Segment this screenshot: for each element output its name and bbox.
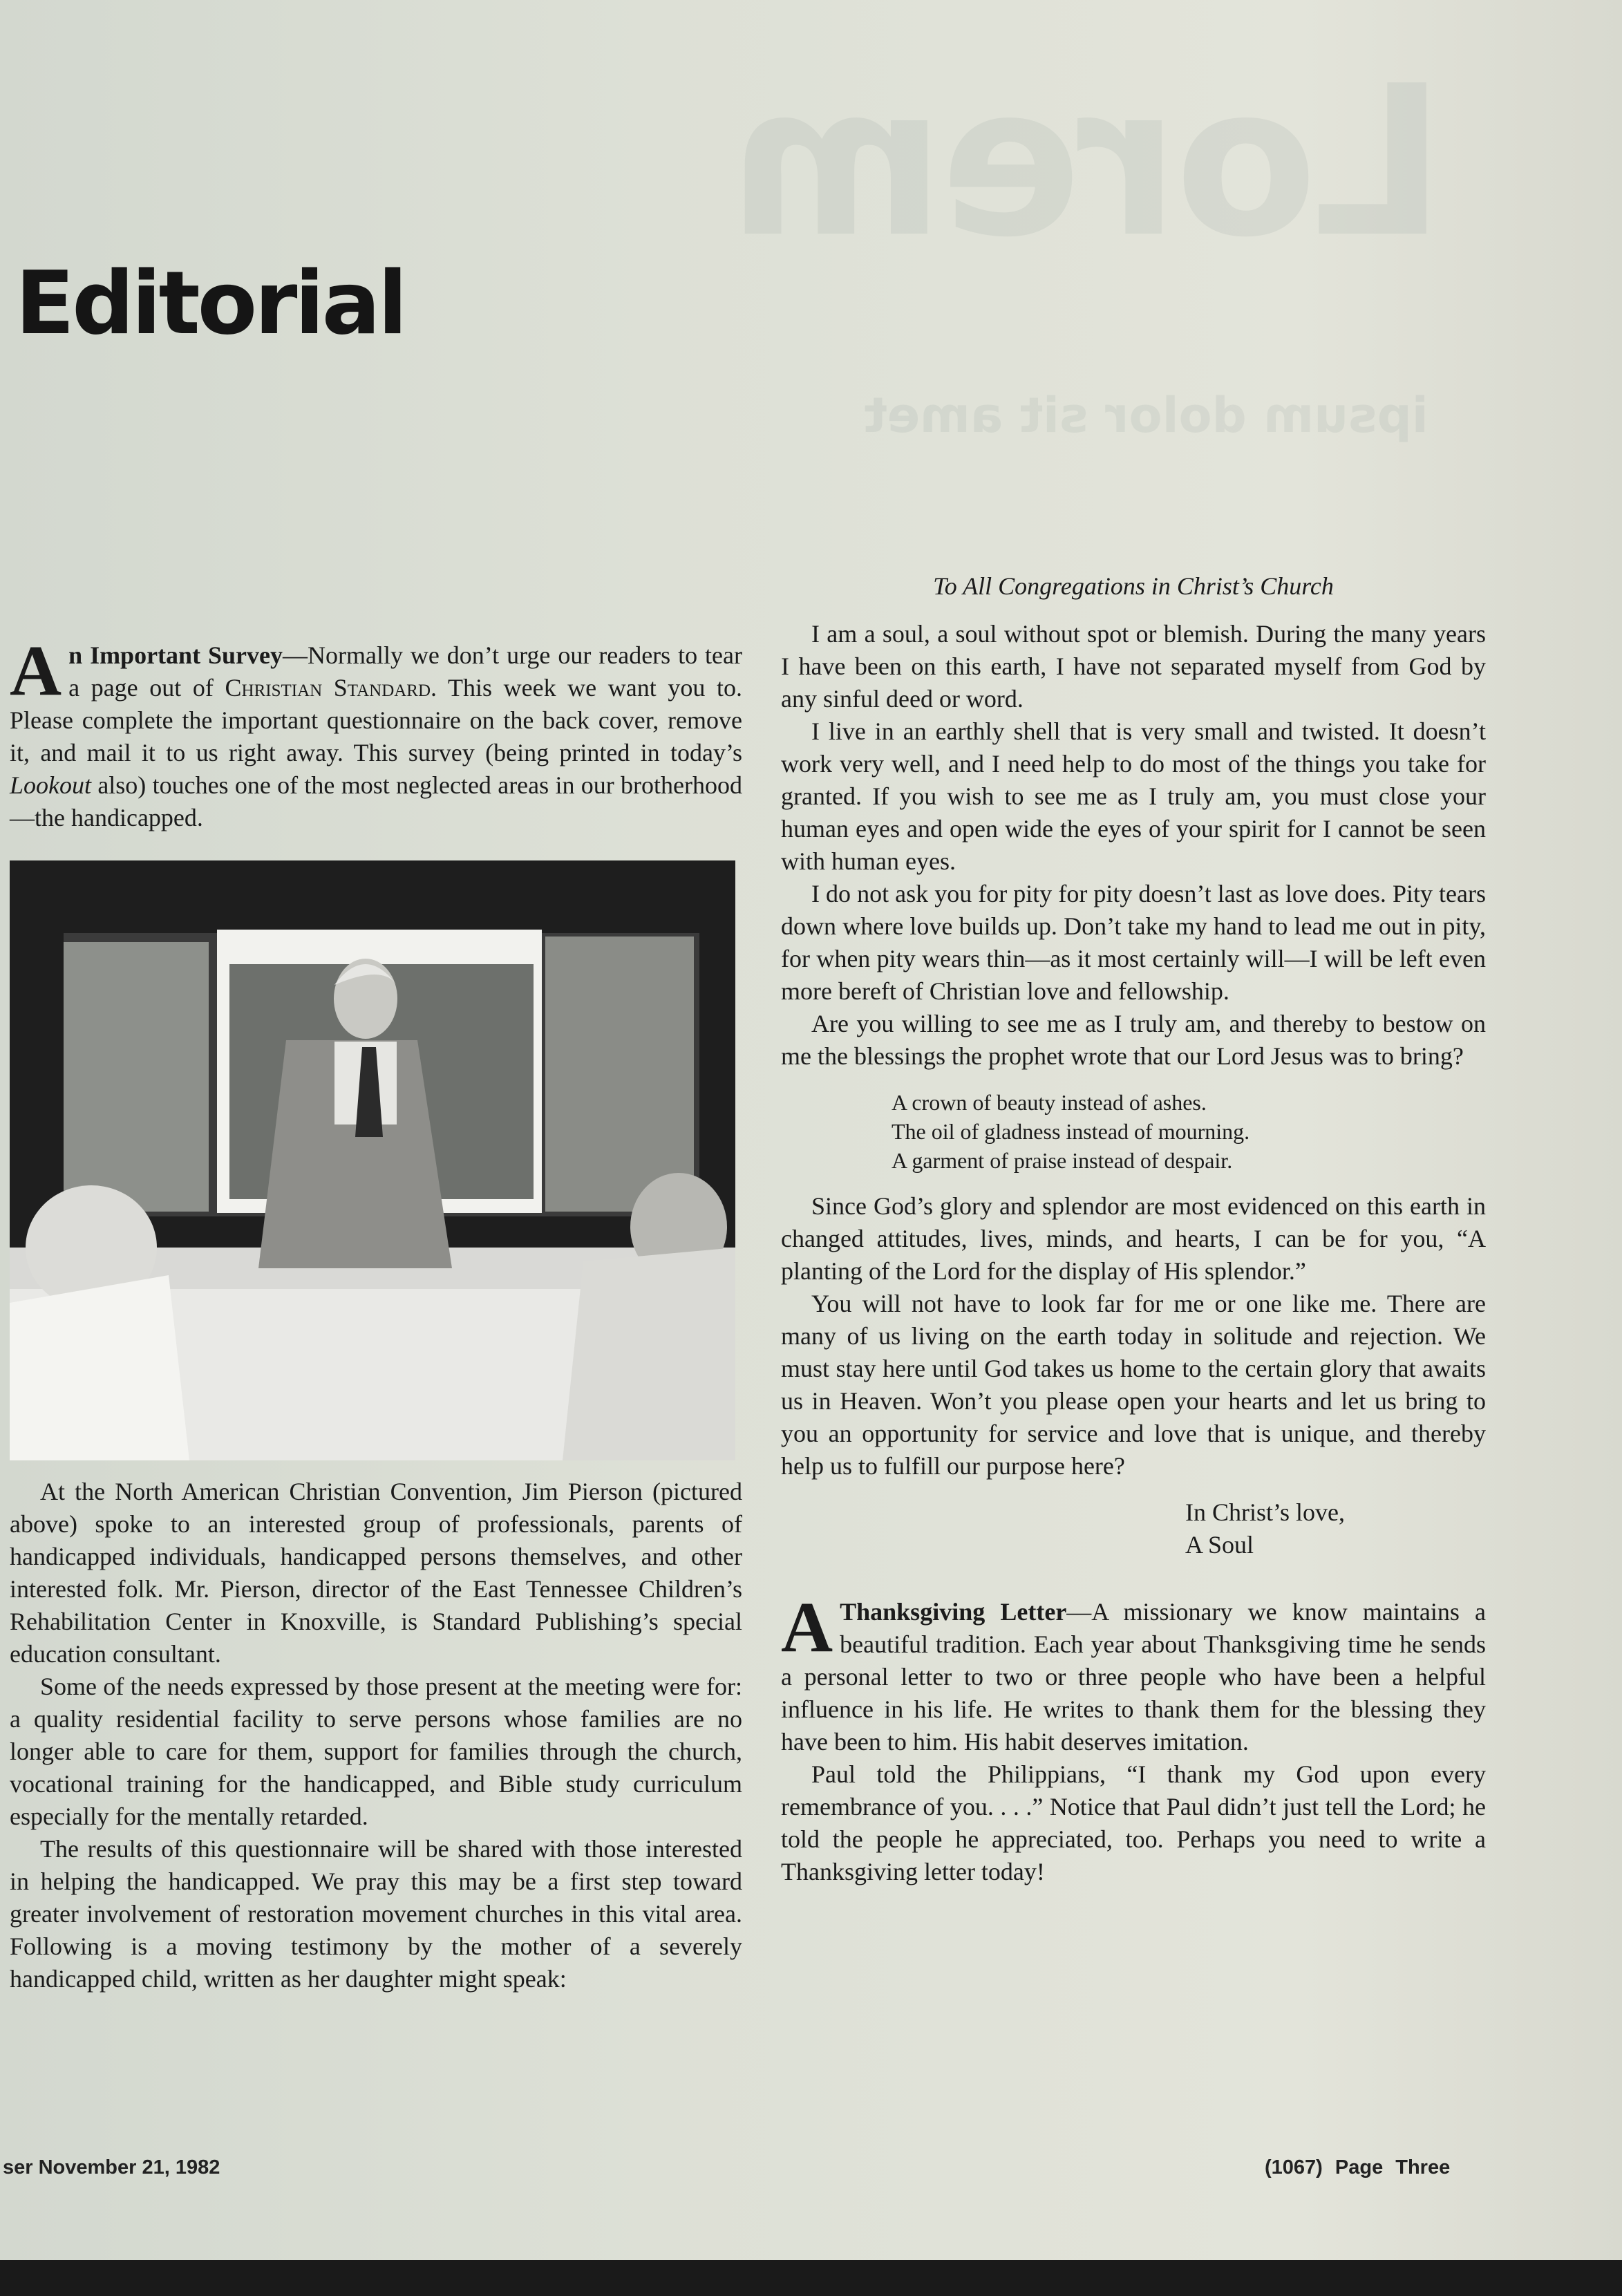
letter-paragraph: I am a soul, a soul without spot or blemish. During the many years I have been on this earth, I have not separated myself from God by any sinful deed or word. <box>781 620 1486 713</box>
thanksgiving-text: —A missionary we know maintains a beautiful tradition. Each year about Thanksgiving time he sends a personal letter to two or three people who have been a helpful influence in his life. He writes to thank them for the blessing they have been to him. His habit deserves imitation. <box>781 1598 1486 1756</box>
right-column <box>781 570 1486 1888</box>
survey-paragraph <box>10 631 742 834</box>
letter-salutation: To All Congregations in Christ’s Church <box>933 572 1334 600</box>
convention-paragraph: At the North American Christian Convention, Jim Pierson (pictured above) spoke to an interested group of professionals, parents of handicapped individuals, handicapped persons themselves, and other interested folk. Mr. Pierson, director of the East Tennessee Children’s Rehabilitation Center in Knoxville, is Standard Publishing’s special education consultant. <box>10 1478 742 1668</box>
drop-cap: A <box>10 631 62 711</box>
needs-paragraph: Some of the needs expressed by those present at the meeting were for: a quality residential facility to serve persons whose families are no longer able to care for them, support for families through the church, vocational training for the handicapped, and Bible study curriculum especially for the mentally retarded. <box>10 1673 742 1830</box>
survey-lead-in: n Important Survey <box>68 641 283 669</box>
survey-text-2: . This week we want you to. Please complete the important questionnaire on the back cover, remove it, and mail it to us right away. This survey (being printed in today’s <box>10 674 742 766</box>
page-number: (1067) Page Three <box>1265 2156 1451 2179</box>
survey-text-1: —Normally we don’t urge our readers to tear a page out of <box>68 641 742 702</box>
show-through-text: Lorem <box>733 41 1446 283</box>
results-paragraph: The results of this questionnaire will be shared with those interested in helping the handicapped. We pray this may be a first step toward greater involvement of restoration movement churches in this vital area. Following is a moving testimony by the mother of a severely handicapped child, written as her daughter might speak: <box>10 1835 742 1993</box>
letter-paragraph: Since God’s glory and splendor are most evidenced on this earth in changed attitudes, lives, minds, and hearts, I can be for you, “A planting of the Lord for the display of His splendor.” <box>781 1192 1486 1285</box>
letter-paragraph: I do not ask you for pity for pity doesn’t last as love does. Pity tears down where love builds up. Don’t take my hand to lead me out in pity, for when pity wears thin—as it most certainly will—I will be left even more bereft of Christian love and fellowship. <box>781 880 1486 1005</box>
scripture-quote <box>892 1088 1486 1175</box>
show-through-subtext: ipsum dolor sit amet <box>864 387 1428 444</box>
letter-paragraph: Are you willing to see me as I truly am, and thereby to bestow on me the blessings the prophet wrote that our Lord Jesus was to bring? <box>781 1010 1486 1070</box>
thanksgiving-lead-in: Thanksgiving Letter <box>840 1598 1067 1626</box>
page-edge-shadow <box>0 2260 1622 2296</box>
speaker-photo-illustration <box>10 860 735 1460</box>
signoff-line: A Soul <box>1185 1531 1254 1559</box>
issue-date: ser November 21, 1982 <box>3 2156 220 2179</box>
thanksgiving-paragraph <box>781 1588 1486 1758</box>
quote-line: A garment of praise instead of despair. <box>892 1148 1233 1173</box>
survey-text-3: also) touches one of the most neglected areas in our brotherhood—the handicapped. <box>10 771 742 831</box>
quote-line: A crown of beauty instead of ashes. <box>892 1090 1207 1115</box>
quote-line: The oil of gladness instead of mourning. <box>892 1119 1250 1144</box>
speaker-photo <box>10 860 735 1460</box>
letter-signoff <box>1185 1496 1486 1561</box>
philippians-paragraph: Paul told the Philippians, “I thank my God upon every remembrance of you. . . .” Notice that Paul didn’t just tell the Lord; he told the people he appreciated, too. Perhaps you need to write a Thanksgiving letter today! <box>781 1760 1486 1885</box>
lookout-title: Lookout <box>10 771 92 799</box>
letter-paragraph: I live in an earthly shell that is very small and twisted. It doesn’t work very well, and I need help to do most of the things you take for granted. If you wish to see me as I truly am, you must close your human eyes and open wide the eyes of your spirit for I cannot be seen with human eyes. <box>781 717 1486 875</box>
page-title: Editorial <box>15 252 405 354</box>
signoff-line: In Christ’s love, <box>1185 1498 1345 1526</box>
drop-cap: A <box>781 1588 833 1667</box>
magazine-name: Christian Standard <box>225 674 431 702</box>
left-column <box>10 631 742 1995</box>
letter-paragraph: You will not have to look far for me or one like me. There are many of us living on the earth today in solitude and rejection. We must stay here until God takes us home to the certain glory that awaits us in Heaven. Won’t you please open your hearts and let us bring to you an opportunity for service and love that is unique, and thereby help us to fulfill our purpose here? <box>781 1290 1486 1480</box>
